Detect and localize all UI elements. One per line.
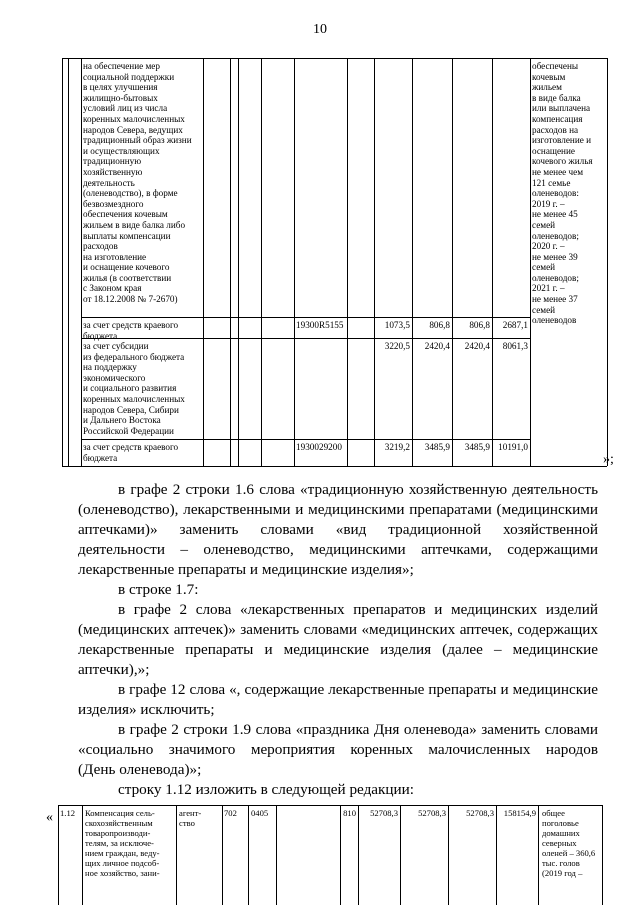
value-2021: 2420,4	[464, 341, 490, 351]
value-2020: 2420,4	[424, 341, 450, 351]
row-number: 1.12	[60, 808, 76, 818]
value-total: 158154,9	[503, 808, 536, 818]
paragraph-line: в графе 2 строки 1.9 слова «праздника Дня оленевода» заменить словами	[118, 721, 598, 738]
paragraph-line: в графе 2 строки 1.6 слова «традиционную хозяйственную деятельность	[118, 481, 598, 498]
measures-table-top	[62, 58, 607, 466]
executor: агент- ство	[179, 808, 202, 828]
budget-code: 1930029200	[296, 442, 342, 452]
value-2019: 1073,5	[384, 320, 410, 330]
value-total: 8061,3	[502, 341, 528, 351]
value-total: 2687,1	[502, 320, 528, 330]
source-label: за счет субсидии из федерального бюджета на поддержку экономического и социального развития коренных малочисленных народов Севера, Сибири и Дальнего Востока Российской Федерации	[83, 341, 185, 436]
paragraph-line: в графе 12 слова «, содержащие лекарственные препараты и медицинские	[118, 681, 598, 698]
page-number: 10	[313, 22, 327, 37]
source-label: за счет средств краевого бюджета	[83, 320, 179, 341]
opening-quote: «	[46, 810, 53, 825]
measures-table-bottom	[58, 805, 602, 905]
paragraph-line: в строке 1.7:	[118, 581, 199, 598]
measure-result: обеспечены кочевым жильем в виде балка или выплачена компенсация расходов на изготовление и оснащение кочевого жилья не менее чем 121 семье оленеводов: 2019 г. – не менее 45 семей оленеводов; 2020 г. – не менее 39 семей оленеводов; 2021 г. – не менее 37 семей оленеводов	[532, 61, 593, 326]
paragraph-line: строку 1.12 изложить в следующей редакции:	[118, 781, 415, 798]
paragraph-line: аптечки),»;	[78, 661, 150, 678]
paragraph-line: лекарственные препараты и медицинские изделия (далее – медицинские	[78, 641, 598, 658]
paragraph-line: деятельности – оленеводство, медицинскими аптечками, содержащими	[78, 541, 598, 558]
paragraph-line: (медицинских аптечек)» заменить словами «медицинских аптечек, содержащих	[78, 621, 598, 638]
value-2019: 52708,3	[370, 808, 398, 818]
closing-quote: »;	[603, 452, 614, 467]
value-total: 10191,0	[498, 442, 528, 452]
source-label: за счет средств краевого бюджета	[83, 442, 179, 463]
paragraph-line: лекарственные препараты и медицинские изделия»;	[78, 561, 414, 578]
paragraph-line: «социально значимого мероприятия коренных малочисленных народов	[78, 741, 598, 758]
value-2020: 3485,9	[424, 442, 450, 452]
budget-code: 19300R5155	[296, 320, 344, 330]
value-2021: 806,8	[469, 320, 490, 330]
value-2021: 3485,9	[464, 442, 490, 452]
paragraph-line: (День оленевода)»;	[78, 761, 202, 778]
measure-description: на обеспечение мер социальной поддержки в целях улучшения жилищно-бытовых условий лиц из числа коренных малочисленных народов Севера, ведущих традиционный образ жизни и осуществляющих традиционную хозяйственную деятельность (оленеводство), в форме безвозмездного обеспечения кочевым жильем в виде балка либо выплаты компенсации расходов на изготовление и оснащение кочевого жилья (в соответствии с Законом края от 18.12.2008 № 7-2670)	[83, 61, 192, 305]
paragraph-line: (оленеводство), лекарственными и медицинскими препаратами (медицинскими	[78, 501, 598, 518]
value-2021: 52708,3	[466, 808, 494, 818]
section-code: 0405	[251, 808, 269, 818]
grbs-code: 702	[224, 808, 237, 818]
value-2020: 806,8	[429, 320, 450, 330]
paragraph-line: изделия» исключить;	[78, 701, 215, 718]
paragraph-line: аптечками)» заменить словами «вид традиционной хозяйственной	[78, 521, 598, 538]
value-2019: 3219,2	[384, 442, 410, 452]
value-2020: 52708,3	[418, 808, 446, 818]
paragraph-line: в графе 2 слова «лекарственных препаратов и медицинских изделий	[118, 601, 598, 618]
measure-description: Компенсация сель- скохозяйственным товаропроизводи- телям, за исключе- нием граждан, веду- щих личное подсоб- ное хозяйство, зани-	[85, 808, 160, 878]
value-2019: 3220,5	[384, 341, 410, 351]
measure-result: общее поголовье домашних северных оленей – 360,6 тыс. голов (2019 год –	[542, 808, 596, 878]
vr-code: 810	[343, 808, 356, 818]
